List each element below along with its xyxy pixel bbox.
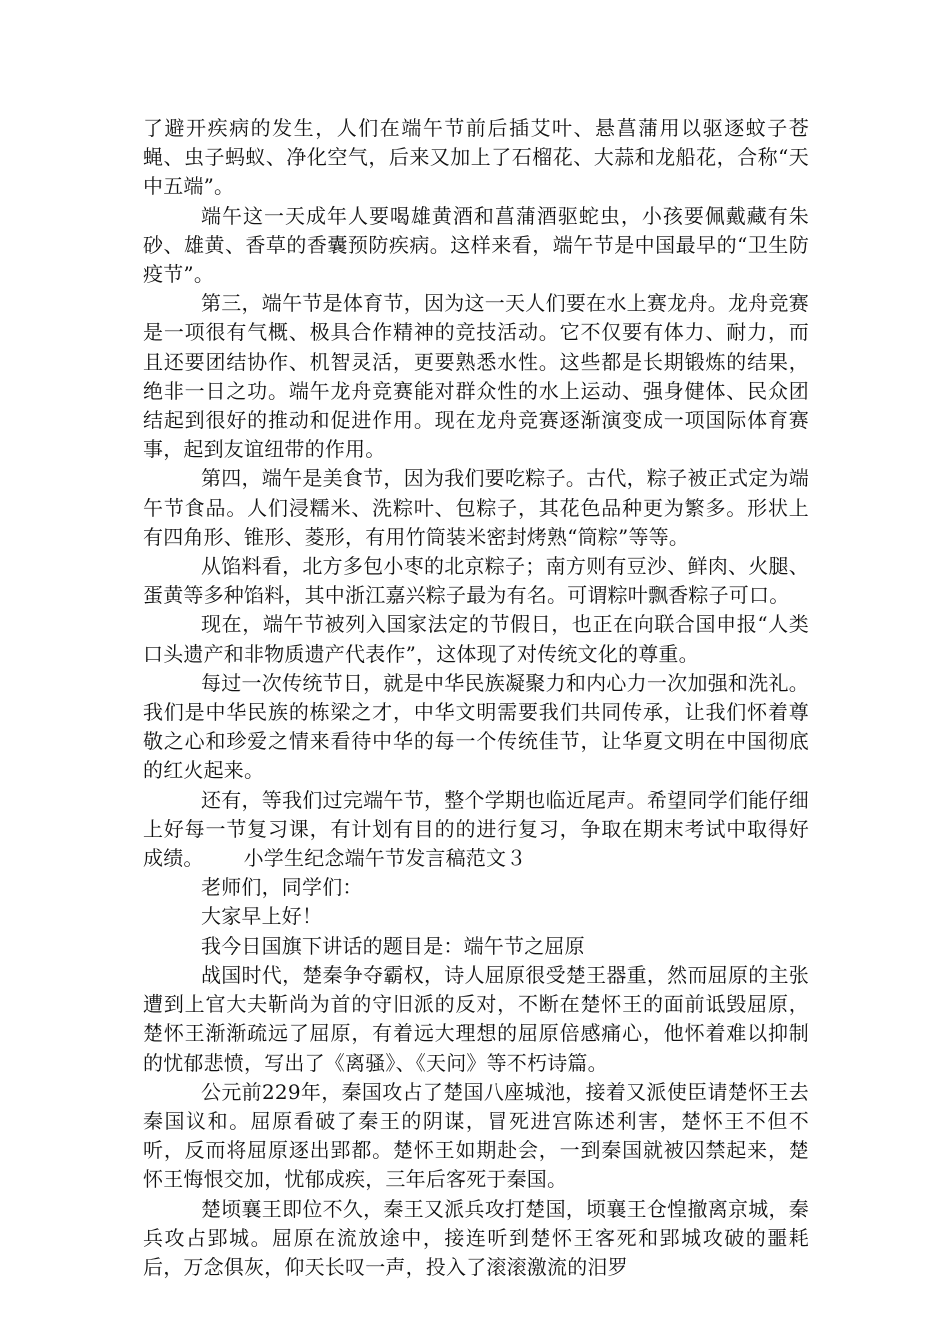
paragraph-14: 楚顷襄王即位不久，秦王又派兵攻打楚国，顷襄王仓惶撤离京城，秦兵攻占郢城。屈原在流放途中，接连听到楚怀王客死和郢城攻破的噩耗后，万念俱灰，仰天长叹一声，投入了滚滚激流的汨罗 xyxy=(143,1196,809,1279)
paragraph-13: 公元前229年，秦国攻占了楚国八座城池，接着又派使臣请楚怀王去秦国议和。屈原看破了秦王的阴谋，冒死进宫陈述利害，楚怀王不但不听，反而将屈原逐出郢都。楚怀王如期赴会，一到秦国就被囚禁起来，楚怀王悔恨交加，忧郁成疾，三年后客死于秦国。 xyxy=(143,1079,809,1192)
section-title: 小学生纪念端午节发言稿范文３ xyxy=(243,846,527,871)
document-body xyxy=(143,114,809,1282)
paragraph-8-text: 还有，等我们过完端午节，整个学期也临近尾声。希望同学们能仔细上好每一节复习课，有计划有目的的进行复习，争取在期末考试中取得好成绩。 xyxy=(143,787,809,871)
paragraph-2: 端午这一天成年人要喝雄黄酒和菖蒲酒驱蛇虫，小孩要佩戴藏有朱砂、雄黄、香草的香囊预防疾病。这样来看，端午节是中国最早的“卫生防疫节”。 xyxy=(143,203,809,287)
paragraph-12: 战国时代，楚秦争夺霸权，诗人屈原很受楚王器重，然而屈原的主张遭到上官大夫靳尚为首的守旧派的反对，不断在楚怀王的面前诋毁屈原，楚怀王渐渐疏远了屈原，有着远大理想的屈原倍感痛心，他怀着难以抑制的忧郁悲愤，写出了《离骚》、《天问》等不朽诗篇。 xyxy=(143,962,809,1075)
paragraph-6: 现在，端午节被列入国家法定的节假日，也正在向联合国申报“人类口头遗产和非物质遗产代表作”，这体现了对传统文化的尊重。 xyxy=(143,612,809,666)
paragraph-4: 第四，端午是美食节，因为我们要吃粽子。古代，粽子被正式定为端午节食品。人们浸糯米、洗粽叶、包粽子，其花色品种更为繁多。形状上有四角形、锥形、菱形，有用竹筒装米密封烤熟“筒粽”等等。 xyxy=(143,466,809,549)
paragraph-1: 了避开疾病的发生，人们在端午节前后插艾叶、悬菖蒲用以驱逐蚊子苍蝇、虫子蚂蚁、净化空气，后来又加上了石榴花、大蒜和龙船花，合称“天中五端”。 xyxy=(143,116,809,199)
paragraph-8 xyxy=(143,786,809,874)
paragraph-3: 第三，端午节是体育节，因为这一天人们要在水上赛龙舟。龙舟竞赛是一项很有气概、极具合作精神的竞技活动。它不仅要有体力、耐力，而且还要团结协作、机智灵活，更要熟悉水性。这些都是长期锻炼的结果，绝非一日之功。端午龙舟竞赛能对群众性的水上运动、强身健体、民众团结起到很好的推动和促进作用。现在龙舟竞赛逐渐演变成一项国际体育赛事，起到友谊纽带的作用。 xyxy=(143,291,809,462)
speech-topic: 我今日国旗下讲话的题目是：端午节之屈原 xyxy=(201,933,585,958)
paragraph-5: 从馅料看，北方多包小枣的北京粽子；南方则有豆沙、鲜肉、火腿、蛋黄等多种馅料，其中浙江嘉兴粽子最为有名。可谓粽叶飘香粽子可口。 xyxy=(143,554,809,608)
salutation-line: 大家早上好！ xyxy=(201,904,323,929)
greeting-line: 老师们，同学们： xyxy=(201,875,363,900)
paragraph-7: 每过一次传统节日，就是中华民族凝聚力和内心力一次加强和洗礼。我们是中华民族的栋梁之才，中华文明需要我们共同传承，让我们怀着尊敬之心和珍爱之情来看待中华的每一个传统佳节，让华夏文明在中国彻底的红火起来。 xyxy=(143,670,809,783)
